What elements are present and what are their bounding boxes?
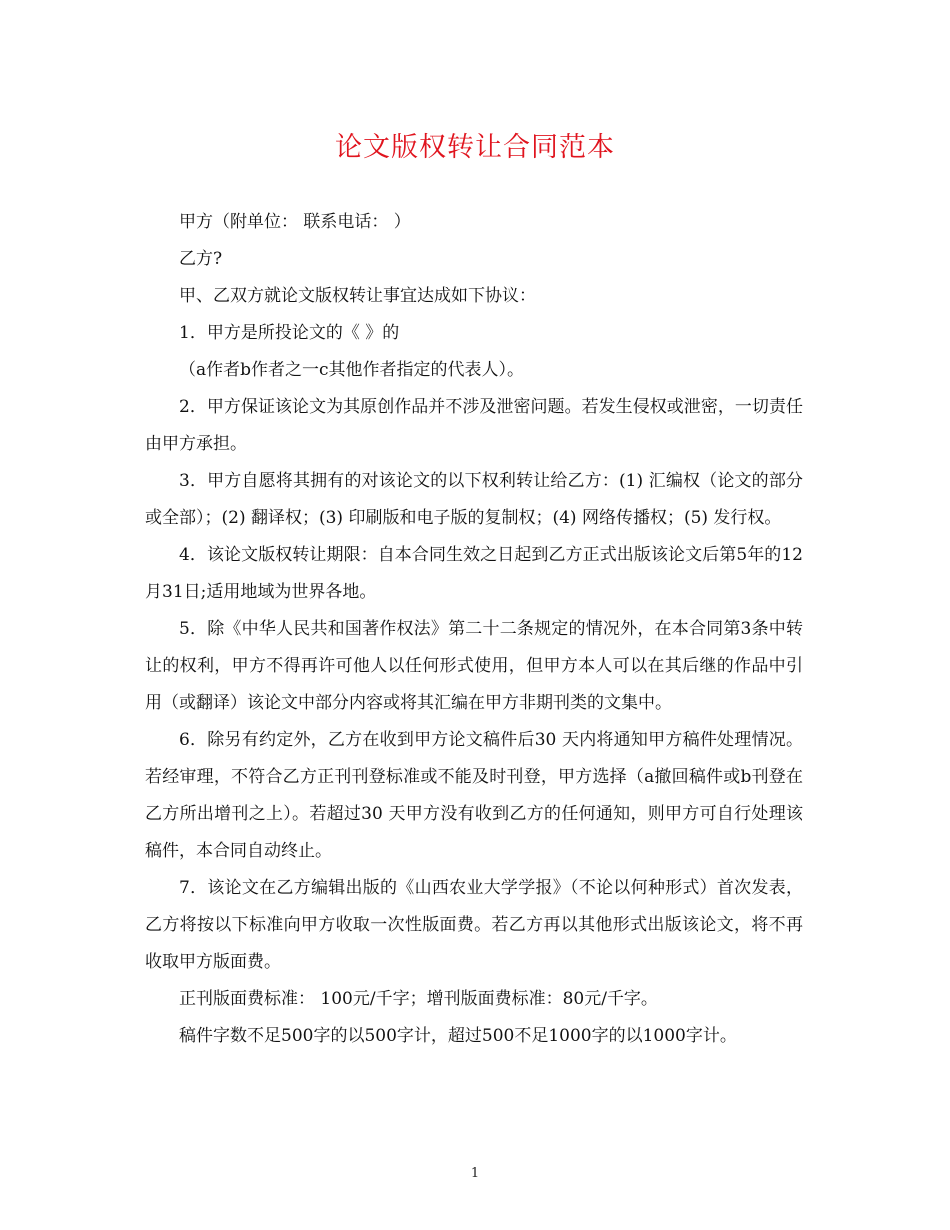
page-number: 1 — [470, 1166, 480, 1181]
paragraph-clause-7: 7．该论文在乙方编辑出版的《山西农业大学学报》（不论以何种形式）首次发表，乙方将按以下标准向甲方收取一次性版面费。若乙方再以其他形式出版该论文，将不再收取甲方版面费。 — [145, 878, 803, 972]
paragraph-party-b: 乙方? — [179, 249, 223, 269]
paragraph-clause-6: 6．除另有约定外，乙方在收到甲方论文稿件后30 天内将通知甲方稿件处理情况。若经审理，不符合乙方正刊刊登标准或不能及时刊登，甲方选择（a撤回稿件或b刊登在乙方所出增刊之上）。若超过30 天甲方没有收到乙方的任何通知，则甲方可自行处理该稿件，本合同自动终止。 — [145, 730, 803, 861]
paragraph-clause-1: 1．甲方是所投论文的《 》的 — [179, 323, 400, 343]
paragraph-clause-4: 4．该论文版权转让期限：自本合同生效之日起到乙方正式出版该论文后第5年的12月31日;适用地域为世界各地。 — [145, 545, 803, 602]
paragraph-clause-5: 5．除《中华人民共和国著作权法》第二十二条规定的情况外，在本合同第3条中转让的权利，甲方不得再许可他人以任何形式使用，但甲方本人可以在其后继的作品中引用（或翻译）该论文中部分内容或将其汇编在甲方非期刊类的文集中。 — [145, 619, 803, 713]
paragraph-fee-standard: 正刊版面费标准： 100元/千字；增刊版面费标准：80元/千字。 — [179, 989, 658, 1009]
paragraph-party-a: 甲方（附单位： 联系电话： ） — [179, 212, 411, 232]
paragraph-clause-1-options: （a作者b作者之一c其他作者指定的代表人）。 — [179, 360, 525, 380]
document-title: 论文版权转让合同范本 — [335, 132, 615, 163]
paragraph-clause-2: 2．甲方保证该论文为其原创作品并不涉及泄密问题。若发生侵权或泄密，一切责任由甲方承担。 — [145, 397, 803, 454]
paragraph-word-count-rule: 稿件字数不足500字的以500字计，超过500不足1000字的以1000字计。 — [179, 1026, 737, 1046]
document-body — [145, 204, 803, 1055]
paragraph-clause-3: 3．甲方自愿将其拥有的对该论文的以下权利转让给乙方：(1) 汇编权（论文的部分或全部）；(2) 翻译权；(3) 印刷版和电子版的复制权；(4) 网络传播权；(5) 发行权。 — [145, 471, 803, 528]
paragraph-agreement-intro: 甲、乙双方就论文版权转让事宜达成如下协议： — [179, 286, 536, 306]
